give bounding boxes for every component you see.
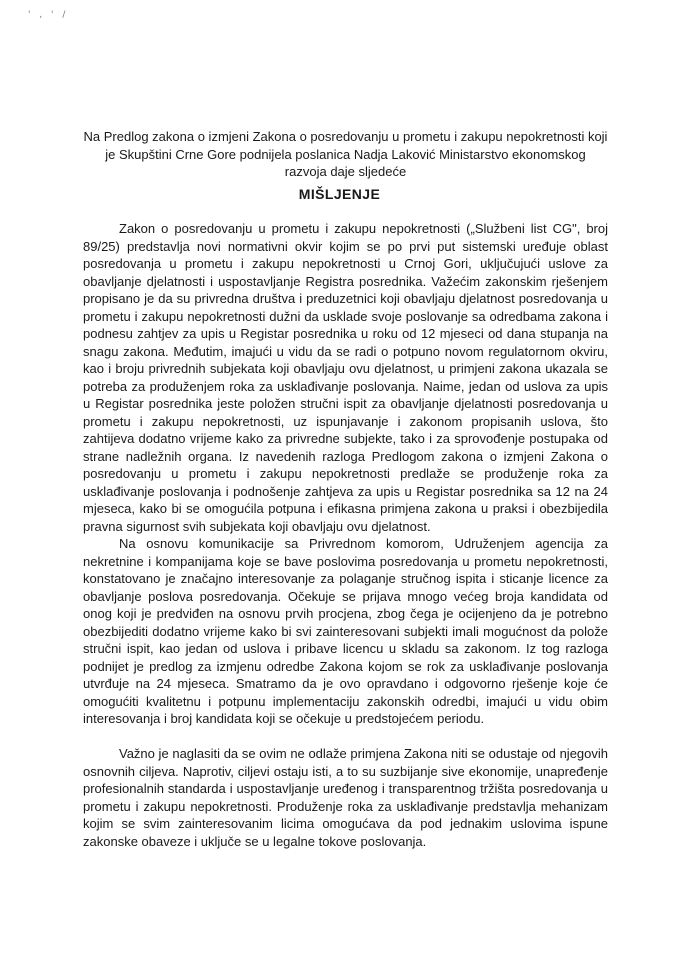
paragraph-2: Na osnovu komunikacije sa Privrednom komorom, Udruženjem agencija za nekretnine i kompanijama koje se bave poslovima posredovanja u prometu nepokretnosti, konstatovano je značajno interesovanje za polaganje stručnog ispita i sticanje licence za obavljanje poslova posredovanja. Očekuje se prijava mnogo većeg broja kandidata od onog koji je predviđen na osnovu prvih procjena, zbog čega je ocijenjeno da je potrebno obezbijediti dodatno vrijeme kako bi svi zainteresovani subjekti imali mogućnost da polože stručni ispit, kao jedan od uslova i pribave licencu u skladu sa zakonom. Iz tog razloga podnijet je predlog za izmjenu odredbe Zakona kojom se rok za usklađivanje poslovanja utvrđuje na 24 mjeseca. Smatramo da je ovo opravdano i odgovorno rješenje koje će omogućiti kvalitetnu i potpunu implementaciju zakonskih odredbi, imajući u vidu obim interesovanja i broj kandidata koji se očekuje u predstojećem periodu. xyxy=(83,536,608,726)
paragraph-3: Važno je naglasiti da se ovim ne odlaže primjena Zakona niti se odustaje od njegovih osnovnih ciljeva. Naprotiv, ciljevi ostaju isti, a to su suzbijanje sive ekonomije, unapređenje profesionalnih standarda i uspostavljanje uređenog i transparentnog tržišta posredovanja u prometu i zakupu nepokretnosti. Produženje roka za usklađivanje predstavlja mehanizam kojim se svim zainteresovanim licima omogućava da pod jednakim uslovima ispune zakonske obaveze i uključe se u legalne tokove poslovanja. xyxy=(83,746,608,849)
paragraph-1: Zakon o posredovanju u prometu i zakupu nepokretnosti („Službeni list CG", broj 89/25) predstavlja novi normativni okvir kojim se po prvi put sistemski uređuje oblast posredovanja u prometu i zakupu nepokretnosti u Crnoj Gori, uključujući uslove za obavljanje djelatnosti i uspostavljanje Registra posrednika. Važećim zakonskim rješenjem propisano je da su privredna društva i preduzetnici koji obavljaju djelatnost posredovanja u prometu i zakupu nepokretnosti dužni da usklade svoje poslovanje sa odredbama zakona i podnesu zahtjev za upis u Registar posrednika u roku od 12 mjeseci od dana stupanja na snagu zakona. Međutim, imajući u vidu da se radi o potpuno novom regulatornom okviru, kao i broju privrednih subjekata koji obavljaju ovu djelatnost, u primjeni zakona ukazala se potreba za produženjem roka za usklađivanje poslovanja. Naime, jedan od uslova za upis u Registar posrednika jeste položen stručni ispit za obavljanje djelatnosti posredovanja u prometu i zakupu nepokretnosti, uz ispunjavanje i zakonom propisanih uslova, što zahtijeva dodatno vrijeme kako za privredne subjekte, tako i za sprovođenje postupaka od strane nadležnih organa. Iz navedenih razloga Predlogom zakona o izmjeni Zakona o posredovanju u prometu i zakupu nepokretnosti predlaže se produženje roka za usklađivanje poslovanja i podnošenje zahtjeva za upis u Registar posrednika sa 12 na 24 mjeseca, kako bi se omogućila potpuna i efikasna primjena zakona u praksi i obezbijedila pravna sigurnost svih subjekata koji obavljaju ovu djelatnost. xyxy=(83,221,608,534)
scan-marks: ' , ' / xyxy=(28,10,69,20)
intro-text: Na Predlog zakona o izmjeni Zakona o posredovanju u prometu i zakupu nepokretnosti koji je Skupštini Crne Gore podnijela poslanica Nadja Laković Ministarstvo ekonomskog razvoja daje sljedeće xyxy=(83,129,608,179)
document-title: MIŠLJENJE xyxy=(298,186,381,202)
